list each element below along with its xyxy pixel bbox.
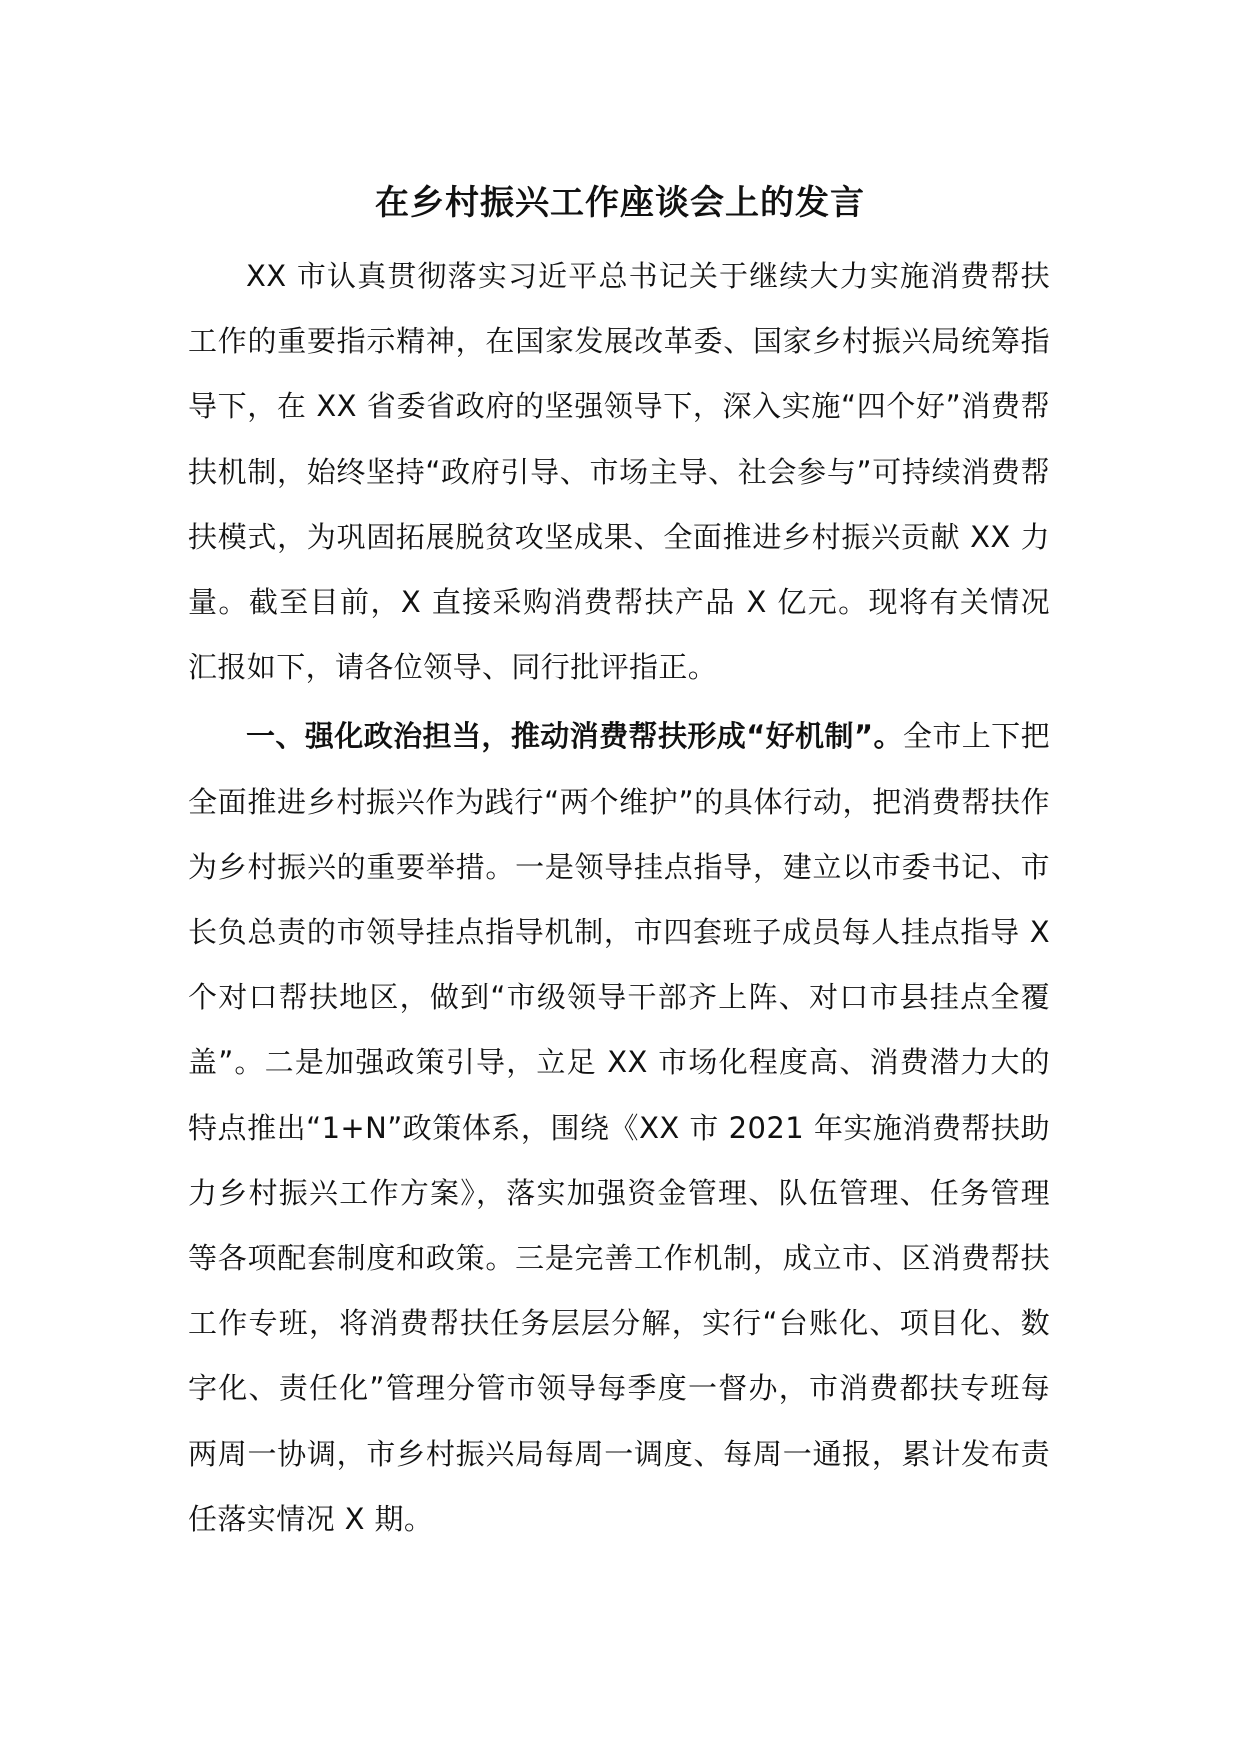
document-title: 在乡村振兴工作座谈会上的发言	[375, 183, 865, 223]
paragraph-text: 全市上下把全面推进乡村振兴作为践行“两个维护”的具体行动，把消费帮扶作为乡村振兴的重要举措。一是领导挂点指导，建立以市委书记、市长负总责的市领导挂点指导机制，市四套班子成员每人挂点指导 X 个对口帮扶地区，做到“市级领导干部齐上阵、对口市县挂点全覆盖”。二是加强政策引导，立足 XX 市场化程度高、消费潜力大的特点推出“1+N”政策体系，围绕《XX 市 2021 年实施消费帮扶助力乡村振兴工作方案》，落实加强资金管理、队伍管理、任务管理等各项配套制度和政策。三是完善工作机制，成立市、区消费帮扶工作专班，将消费帮扶任务层层分解，实行“台账化、项目化、数字化、责任化”管理分管市领导每季度一督办，市消费都扶专班每两周一协调，市乡村振兴局每周一调度、每周一通报，累计发布责任落实情况 X 期。	[188, 719, 1051, 1536]
paragraph-section-1	[188, 704, 1050, 1552]
paragraph-text: XX 市认真贯彻落实习近平总书记关于继续大力实施消费帮扶工作的重要指示精神，在国家发展改革委、国家乡村振兴局统筹指导下，在 XX 省委省政府的坚强领导下，深入实施“四个好”消费帮扶机制，始终坚持“政府引导、市场主导、社会参与”可持续消费帮扶模式，为巩固拓展脱贫攻坚成果、全面推进乡村振兴贡献 XX 力量。截至目前，X 直接采购消费帮扶产品 X 亿元。现将有关情况汇报如下，请各位领导、同行批评指正。	[188, 259, 1050, 685]
document-body	[188, 244, 1050, 1556]
paragraph-lead: 一、强化政治担当，推动消费帮扶形成“好机制”。	[246, 719, 903, 754]
paragraph-intro	[188, 244, 1050, 700]
